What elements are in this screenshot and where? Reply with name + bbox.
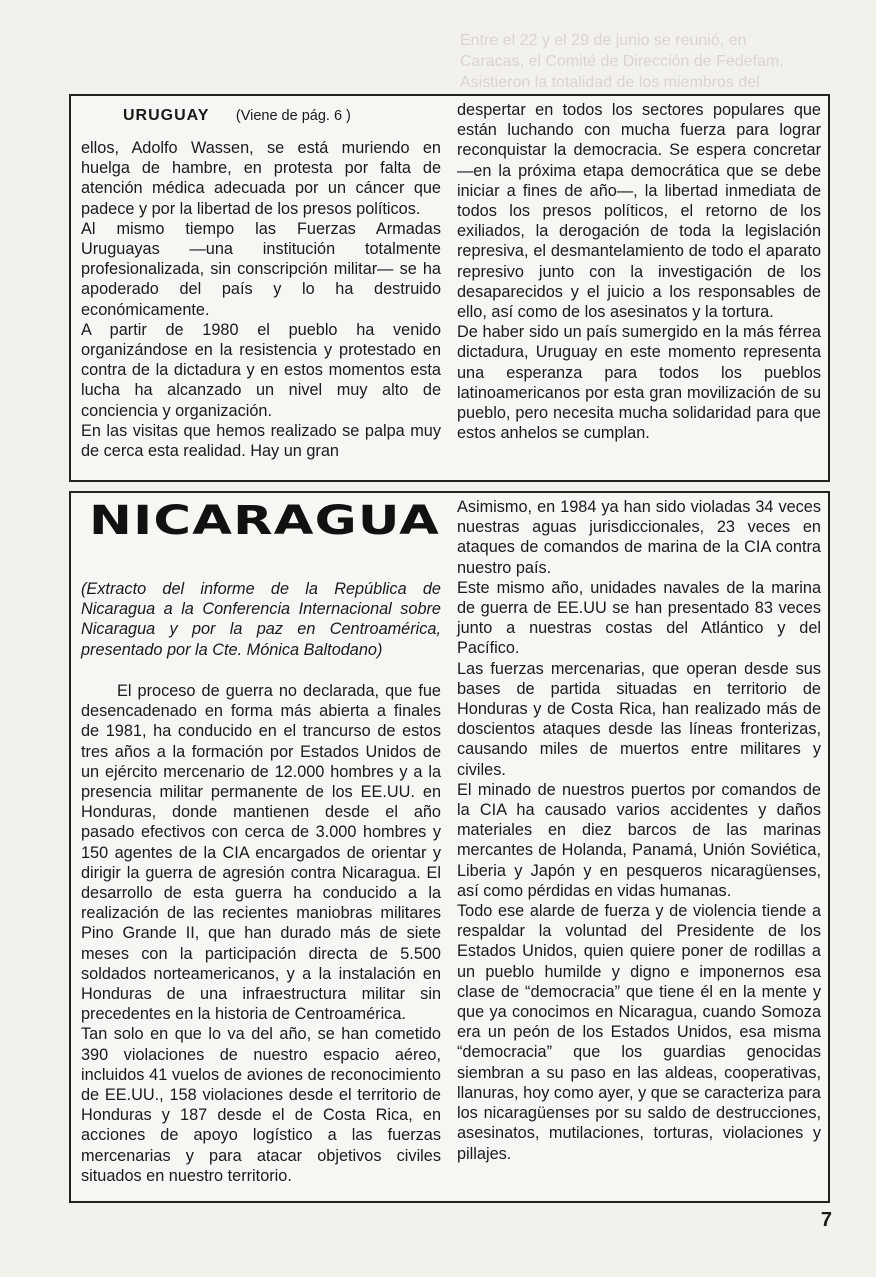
uruguay-right-column <box>457 100 821 443</box>
paragraph: Todo ese alarde de fuerza y de violencia tiende a respaldar la voluntad del Presidente de los Estados Unidos, quien quiere poner de rodillas a un pueblo humilde y digno e imponernos esa clase de “democracia” que tiene él en la mente y que ya conocimos en Nicaragua, cuando Somoza era un peón de los Estados Unidos, esa misma “democracia” que los guardias genocidas siembran a su paso en las aldeas, cooperativas, llanuras, hoy como ayer, y que se caracteriza para los nicaragüenses por su saldo de destrucciones, asesinatos, mutilaciones, torturas, violaciones y pillajes. <box>457 902 821 1163</box>
uruguay-left-column <box>81 138 441 461</box>
nicaragua-title: NICARAGUA <box>89 497 441 544</box>
paragraph: Asimismo, en 1984 ya han sido violadas 34 veces nuestras aguas jurisdiccionales, 23 veces en ataques de comandos de marina de la CIA contra nuestro país. <box>457 498 821 577</box>
nicaragua-left-column <box>81 681 441 1186</box>
nicaragua-article <box>69 491 830 1203</box>
paragraph: Al mismo tiempo las Fuerzas Armadas Uruguayas —una institución totalmente profesionalizada, sin conscripción militar— se ha apoderado del país y lo ha destruido económicamente. <box>81 219 441 319</box>
uruguay-header <box>123 107 351 125</box>
paragraph: De haber sido un país sumergido en la más férrea dictadura, Uruguay en este momento representa una esperanza para todos los pueblos latinoamericanos por esta gran movilización de su pueblo, pero necesita mucha solidaridad para que estos anhelos se cumplan. <box>457 323 821 443</box>
paragraph: despertar en todos los sectores populares que están luchando con mucha fuerza para lograr reconquistar la democracia. Se espera concretar —en la próxima etapa democrática que se debe iniciar a fines de año—, la libertad inmediata de todos los presos políticos, el retorno de los exiliados, la derogación de toda la legislación represiva, el desmantelamiento de todo el aparato represivo junto con la investigación de los desaparecidos y el juicio a los responsables de ello, así como de los asesinatos y la tortura. <box>457 101 821 322</box>
paragraph: Tan solo en que lo va del año, se han cometido 390 violaciones de nuestro espacio aéreo, incluidos 41 vuelos de aviones de reconocimiento de EE.UU., 158 violaciones desde el territorio de Honduras y 187 desde el de Costa Rica, en acciones de apoyo logístico a las fuerzas mercenarias y para atacar objetivos civiles situados en nuestro territorio. <box>81 1025 441 1185</box>
paragraph: El minado de nuestros puertos por comandos de la CIA ha causado varios accidentes y daños materiales en diez barcos de las marinas mercantes de Holanda, Panamá, Unión Soviética, Liberia y Japón y en pesqueros nicaragüenses, así como pérdidas en vidas humanas. <box>457 780 821 900</box>
paragraph: En las visitas que hemos realizado se palpa muy de cerca esta realidad. Hay un gran <box>81 421 441 461</box>
paragraph: Este mismo año, unidades navales de la marina de guerra de EE.UU se han presentado 83 veces junto a nuestras costas del Atlántico y del Pacífico. <box>457 578 821 658</box>
paragraph: El proceso de guerra no declarada, que fue desencadenado en forma más abierta a finales de 1981, ha conducido en el trancurso de estos tres años a la formación por Estados Unidos de un ejército mercenario de 12.000 hombres y a la presencia militar permanente de los EE.UU. en Honduras, donde mantienen desde el año pasado efectivos con cerca de 3.000 hombres y 150 agentes de la CIA encargados de orientar y dirigir la guerra de agresión contra Nicaragua. El desarrollo de esta guerra ha conducido a la realización de las recientes maniobras militares Pino Grande II, que han durado más de siete meses con la participación directa de 5.500 soldados norteamericanos, y a la instalación en Honduras de una infraestructura militar sin precedentes en la historia de Centroamérica. <box>81 682 441 1024</box>
uruguay-title: URUGUAY <box>123 107 210 124</box>
continued-from-note: (Viene de pág. 6 ) <box>235 108 351 124</box>
paragraph: A partir de 1980 el pueblo ha venido organizándose en la resistencia y protestado en contra de la dictadura y en estos momentos esta lucha ha alcanzado un nivel muy alto de conciencia y organización. <box>81 320 441 420</box>
nicaragua-subtitle: (Extracto del informe de la República de Nicaragua a la Conferencia Internacional sobre Nicaragua y por la paz en Centroamérica, presentado por la Cte. Mónica Baltodano) <box>81 580 441 659</box>
nicaragua-right-column <box>457 497 821 1164</box>
paragraph: ellos, Adolfo Wassen, se está muriendo en huelga de hambre, en protesta por falta de atención médica adecuada por un cáncer que padece y por la libertad de los presos políticos. <box>81 139 441 218</box>
page-number: 7 <box>820 1209 832 1231</box>
bleed-through-text: Entre el 22 y el 29 de junio se reunió, en Caracas, el Comité de Dirección de Fedefam. Asistieron la totalidad de los miembros del <box>460 32 784 91</box>
uruguay-article <box>69 94 830 482</box>
paragraph: Las fuerzas mercenarias, que operan desde sus bases de partida situadas en territorio de Honduras y de Costa Rica, han realizado más de doscientos ataques desde las líneas fronterizas, causando miles de muertos entre militares y civiles. <box>457 659 821 779</box>
